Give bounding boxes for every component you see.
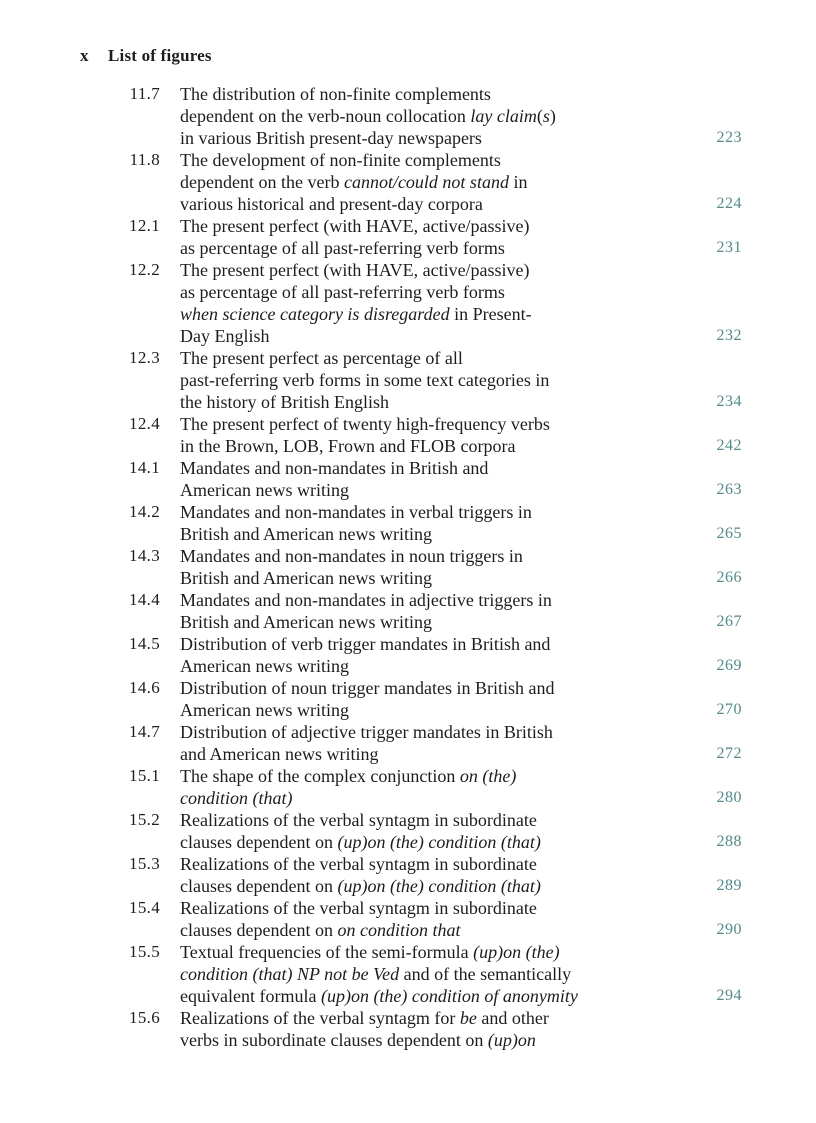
page-number: 266 — [716, 569, 742, 586]
figure-number: 14.7 — [129, 722, 160, 741]
caption-text: in Present- — [449, 304, 532, 324]
figure-number: 11.7 — [129, 84, 160, 103]
figure-caption — [180, 941, 650, 1007]
caption-line — [180, 193, 650, 215]
caption-text: Realizations of the verbal syntagm in subordinate — [180, 854, 537, 874]
caption-text: The present perfect of twenty high-frequency verbs — [180, 414, 550, 434]
caption-line — [180, 259, 650, 281]
figure-entry — [0, 457, 816, 501]
figure-entry — [0, 1007, 816, 1051]
caption-text: and other — [476, 1008, 549, 1028]
page-number: 232 — [716, 327, 742, 344]
caption-text: in various British present-day newspapers — [180, 128, 482, 148]
caption-text: British and American news writing — [180, 612, 432, 632]
caption-text: The present perfect (with HAVE, active/passive) — [180, 216, 530, 236]
caption-line — [180, 809, 650, 831]
caption-text: British and American news writing — [180, 568, 432, 588]
caption-line — [180, 1029, 650, 1051]
caption-line — [180, 655, 650, 677]
caption-text: American news writing — [180, 480, 349, 500]
caption-line — [180, 875, 650, 897]
caption-line — [180, 545, 650, 567]
figure-number: 15.6 — [129, 1008, 160, 1027]
caption-line — [180, 237, 650, 259]
figure-caption — [180, 1007, 650, 1051]
caption-italic-text: s — [542, 106, 550, 126]
figure-number: 15.4 — [129, 898, 160, 917]
caption-line — [180, 699, 650, 721]
page-number: 270 — [716, 701, 742, 718]
caption-line — [180, 897, 650, 919]
page-number: 267 — [716, 613, 742, 630]
caption-line — [180, 347, 650, 369]
figure-entry — [0, 677, 816, 721]
caption-line — [180, 721, 650, 743]
page-number: 289 — [716, 877, 742, 894]
caption-text: The present perfect as percentage of all — [180, 348, 463, 368]
figure-entry — [0, 545, 816, 589]
figure-number: 15.3 — [129, 854, 160, 873]
caption-text: the history of British English — [180, 392, 389, 412]
figure-entry — [0, 853, 816, 897]
figure-entry — [0, 809, 816, 853]
caption-line — [180, 369, 650, 391]
running-header — [80, 46, 212, 66]
figure-list — [0, 83, 816, 1051]
caption-text: equivalent formula — [180, 986, 321, 1006]
caption-text: Mandates and non-mandates in noun triggers in — [180, 546, 523, 566]
figure-entry — [0, 633, 816, 677]
figure-entry — [0, 83, 816, 149]
caption-text: The shape of the complex conjunction — [180, 766, 460, 786]
figure-number: 14.2 — [129, 502, 160, 521]
page-number: 294 — [716, 987, 742, 1004]
page-number: 263 — [716, 481, 742, 498]
figure-caption — [180, 677, 650, 721]
figure-caption — [180, 853, 650, 897]
page-number: 242 — [716, 437, 742, 454]
figure-caption — [180, 721, 650, 765]
caption-italic-text: condition (that) NP not be Ved — [180, 964, 400, 984]
caption-italic-text: when science category is disregarded — [180, 304, 450, 324]
figure-entry — [0, 347, 816, 413]
figure-caption — [180, 589, 650, 633]
caption-line — [180, 303, 650, 325]
caption-line — [180, 743, 650, 765]
caption-line — [180, 501, 650, 523]
caption-text: clauses dependent on — [180, 832, 338, 852]
caption-line — [180, 611, 650, 633]
figure-caption — [180, 501, 650, 545]
page-number: 290 — [716, 921, 742, 938]
page-number: 272 — [716, 745, 742, 762]
caption-italic-text: (up)on — [487, 1030, 536, 1050]
figure-caption — [180, 149, 650, 215]
figure-caption — [180, 809, 650, 853]
figure-number: 12.2 — [129, 260, 160, 279]
page-folio: x — [80, 46, 89, 65]
figure-entry — [0, 765, 816, 809]
figure-caption — [180, 413, 650, 457]
caption-text: verbs in subordinate clauses dependent on — [180, 1030, 488, 1050]
caption-line — [180, 281, 650, 303]
page-number: 265 — [716, 525, 742, 542]
caption-text: The distribution of non-finite complements — [180, 84, 491, 104]
caption-italic-text: (up)on (the) — [473, 942, 560, 962]
figure-caption — [180, 897, 650, 941]
figure-entry — [0, 501, 816, 545]
caption-text: as percentage of all past-referring verb forms — [180, 282, 505, 302]
figure-caption — [180, 259, 650, 347]
caption-text: Mandates and non-mandates in verbal triggers in — [180, 502, 532, 522]
figure-number: 15.2 — [129, 810, 160, 829]
caption-text: dependent on the verb — [180, 172, 344, 192]
caption-text: American news writing — [180, 700, 349, 720]
caption-italic-text: (up)on (the) condition (that) — [337, 876, 541, 896]
page-number: 269 — [716, 657, 742, 674]
figure-caption — [180, 215, 650, 259]
caption-text: various historical and present-day corpora — [180, 194, 483, 214]
caption-text: British and American news writing — [180, 524, 432, 544]
caption-text: in the Brown, LOB, Frown and FLOB corpora — [180, 436, 516, 456]
caption-italic-text: on (the) — [459, 766, 517, 786]
figure-number: 12.3 — [129, 348, 160, 367]
caption-text: as percentage of all past-referring verb forms — [180, 238, 505, 258]
figure-number: 14.4 — [129, 590, 160, 609]
figure-entry — [0, 149, 816, 215]
page-number: 223 — [716, 129, 742, 146]
caption-text: Day English — [180, 326, 270, 346]
caption-line — [180, 127, 650, 149]
caption-text: Textual frequencies of the semi-formula — [180, 942, 474, 962]
caption-line — [180, 567, 650, 589]
figure-entry — [0, 941, 816, 1007]
caption-text: Distribution of verb trigger mandates in British and — [180, 634, 551, 654]
caption-italic-text: on condition that — [337, 920, 461, 940]
caption-text: American news writing — [180, 656, 349, 676]
caption-line — [180, 215, 650, 237]
caption-line — [180, 457, 650, 479]
caption-italic-text: lay claim — [470, 106, 537, 126]
caption-italic-text: (up)on (the) condition (that) — [337, 832, 541, 852]
caption-line — [180, 325, 650, 347]
caption-line — [180, 985, 650, 1007]
figure-entry — [0, 413, 816, 457]
figure-number: 14.3 — [129, 546, 160, 565]
caption-line — [180, 963, 650, 985]
section-title: List of figures — [108, 46, 212, 65]
figure-entry — [0, 215, 816, 259]
caption-line — [180, 919, 650, 941]
figure-caption — [180, 83, 650, 149]
caption-text: The development of non-finite complements — [180, 150, 501, 170]
caption-line — [180, 391, 650, 413]
caption-italic-text: be — [459, 1008, 477, 1028]
figure-number: 12.1 — [129, 216, 160, 235]
caption-text: and American news writing — [180, 744, 379, 764]
caption-text: dependent on the verb-noun collocation — [180, 106, 471, 126]
figure-number: 14.1 — [129, 458, 160, 477]
caption-italic-text: cannot/could not stand — [343, 172, 509, 192]
caption-line — [180, 171, 650, 193]
caption-italic-text: (up)on (the) condition of anonymity — [320, 986, 578, 1006]
caption-line — [180, 831, 650, 853]
figure-number: 14.6 — [129, 678, 160, 697]
caption-line — [180, 941, 650, 963]
caption-line — [180, 479, 650, 501]
caption-line — [180, 787, 650, 809]
page-number: 234 — [716, 393, 742, 410]
figure-caption — [180, 347, 650, 413]
caption-line — [180, 765, 650, 787]
caption-text: past-referring verb forms in some text categories in — [180, 370, 550, 390]
figure-caption — [180, 457, 650, 501]
caption-line — [180, 589, 650, 611]
figure-number: 11.8 — [129, 150, 160, 169]
page-number: 288 — [716, 833, 742, 850]
caption-text: in — [508, 172, 528, 192]
caption-text: clauses dependent on — [180, 920, 338, 940]
figure-number: 15.1 — [129, 766, 160, 785]
caption-text: Mandates and non-mandates in British and — [180, 458, 489, 478]
caption-text: The present perfect (with HAVE, active/passive) — [180, 260, 530, 280]
caption-line — [180, 83, 650, 105]
caption-line — [180, 523, 650, 545]
caption-line — [180, 413, 650, 435]
figure-caption — [180, 765, 650, 809]
figure-entry — [0, 589, 816, 633]
page-number: 231 — [716, 239, 742, 256]
figure-entry — [0, 897, 816, 941]
caption-line — [180, 149, 650, 171]
caption-line — [180, 633, 650, 655]
caption-text: ) — [549, 106, 556, 126]
caption-text: Mandates and non-mandates in adjective triggers in — [180, 590, 552, 610]
figure-number: 15.5 — [129, 942, 160, 961]
caption-line — [180, 435, 650, 457]
caption-line — [180, 677, 650, 699]
caption-italic-text: condition (that) — [180, 788, 293, 808]
caption-text: and of the semantically — [399, 964, 572, 984]
figure-caption — [180, 633, 650, 677]
caption-text: Realizations of the verbal syntagm in subordinate — [180, 810, 537, 830]
caption-text: Realizations of the verbal syntagm in subordinate — [180, 898, 537, 918]
caption-text: ( — [536, 106, 543, 126]
figure-entry — [0, 259, 816, 347]
caption-text: Realizations of the verbal syntagm for — [180, 1008, 460, 1028]
caption-line — [180, 1007, 650, 1029]
caption-line — [180, 853, 650, 875]
caption-text: Distribution of adjective trigger mandates in British — [180, 722, 553, 742]
figure-number: 14.5 — [129, 634, 160, 653]
caption-text: clauses dependent on — [180, 876, 338, 896]
figure-entry — [0, 721, 816, 765]
caption-line — [180, 105, 650, 127]
caption-text: Distribution of noun trigger mandates in British and — [180, 678, 555, 698]
figure-caption — [180, 545, 650, 589]
page-number: 280 — [716, 789, 742, 806]
figure-number: 12.4 — [129, 414, 160, 433]
page-number: 224 — [716, 195, 742, 212]
